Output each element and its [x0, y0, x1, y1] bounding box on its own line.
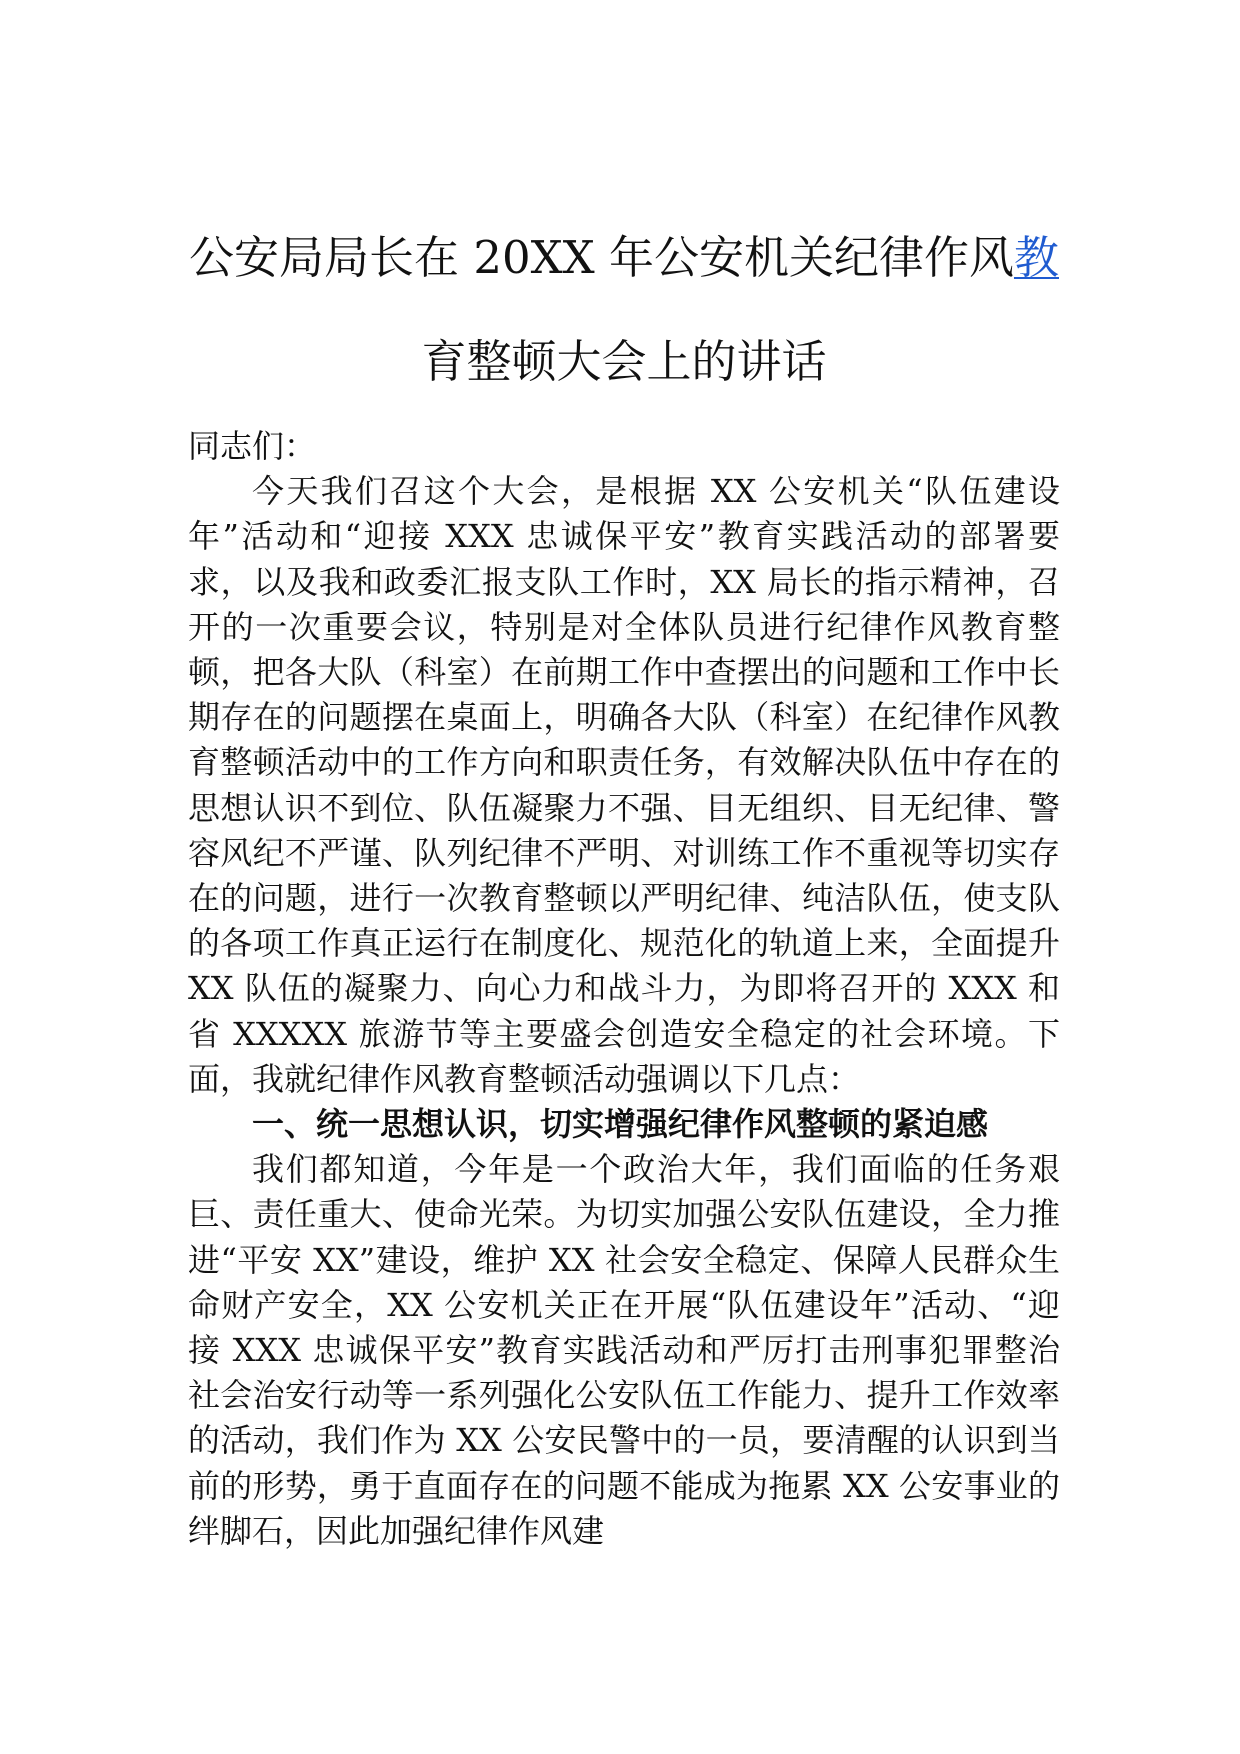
section-paragraph: 我们都知道，今年是一个政治大年，我们面临的任务艰巨、责任重大、使命光荣。为切实加强公安队伍建设，全力推进“平安 XX”建设，维护 XX 社会安全稳定、保障人民群众生命财产安全，XX 公安机关正在开展“队伍建设年”活动、“迎接 XXX 忠诚保平安”教育实践活动和严厉打击刑事犯罪整治社会治安行动等一系列强化公安队伍工作能力、提升工作效率的活动，我们作为 XX 公安民警中的一员，要清醒的认识到当前的形势，勇于直面存在的问题不能成为拖累 XX 公安事业的绊脚石，因此加强纪律作风建	[188, 1150, 1060, 1550]
salutation: 同志们：	[188, 427, 317, 465]
document-body	[188, 424, 1060, 1554]
title-hyperlink[interactable]: 教	[1013, 231, 1059, 284]
document-title	[188, 206, 1060, 414]
title-text-part1: 公安局局长在 20XX 年公安机关纪律作风	[189, 231, 1014, 284]
section-heading: 一、统一思想认识，切实增强纪律作风整顿的紧迫感	[252, 1105, 989, 1144]
title-text-part2: 育整顿大会上的讲话	[421, 335, 827, 388]
body-paragraph: 今天我们召这个大会，是根据 XX 公安机关“队伍建设年”活动和“迎接 XXX 忠诚保平安”教育实践活动的部署要求，以及我和政委汇报支队工作时，XX 局长的指示精神，召开的一次重要会议，特别是对全体队员进行纪律作风教育整顿，把各大队（科室）在前期工作中查摆出的问题和工作中长期存在的问题摆在桌面上，明确各大队（科室）在纪律作风教育整顿活动中的工作方向和职责任务，有效解决队伍中存在的思想认识不到位、队伍凝聚力不强、目无组织、目无纪律、警容风纪不严谨、队列纪律不严明、对训练工作不重视等切实存在的问题，进行一次教育整顿以严明纪律、纯洁队伍，使支队的各项工作真正运行在制度化、规范化的轨道上来，全面提升 XX 队伍的凝聚力、向心力和战斗力，为即将召开的 XXX 和省 XXXXX 旅游节等主要盛会创造安全稳定的社会环境。下面，我就纪律作风教育整顿活动强调以下几点：	[188, 472, 1060, 1098]
